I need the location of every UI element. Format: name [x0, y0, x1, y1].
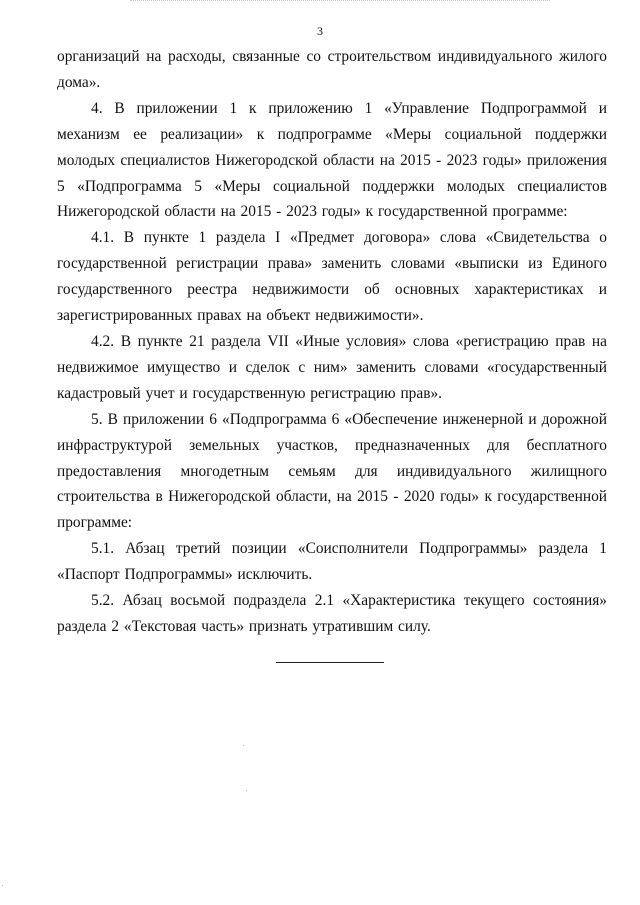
paragraph-item-4-2: 4.2. В пункте 21 раздела VII «Иные условия» слова «регистрацию прав на недвижимое имущество и сделок с ним» заменить словами «государственный кадастровый учет и государственную регистрацию прав».: [57, 332, 607, 402]
paragraph-continuation: организаций на расходы, связанные со строительством индивидуального жилого дома».: [57, 48, 607, 91]
closing-separator-line: [276, 662, 384, 663]
paragraph-item-5-1: 5.1. Абзац третий позиции «Соисполнители Подпрограммы» раздела 1 «Паспорт Подпрограммы» исключить.: [57, 540, 607, 584]
paragraph-item-5: 5. В приложении 6 «Подпрограмма 6 «Обеспечение инженерной и дорожной инфраструктурой земельных участков, предназначенных для бесплатного предоставления многодетным семьям для индивидуального жилищного строительства в Нижегородской области, на 2015 - 2020 годы» к государственной программе:: [57, 410, 607, 532]
scan-speck: [243, 745, 244, 746]
paragraph-item-5-2: 5.2. Абзац восьмой подраздела 2.1 «Характеристика текущего состояния» раздела 2 «Текстовая часть» признать утратившим силу.: [57, 592, 607, 635]
document-body: [57, 44, 607, 640]
scan-speck: [2, 885, 3, 886]
paragraph-item-4: 4. В приложении 1 к приложению 1 «Управление Подпрограммой и механизм ее реализации» к подпрограмме «Меры социальной поддержки молодых специалистов Нижегородской области на 2015 - 2023 годы» приложения 5 «Подпрограмма 5 «Меры социальной поддержки молодых специалистов Нижегородской области на 2015 - 2023 годы» к государственной программе:: [57, 99, 607, 221]
scan-speck: [246, 790, 247, 791]
paragraph-item-4-1: 4.1. В пункте 1 раздела I «Предмет договора» слова «Свидетельства о государственной регистрации права» заменить словами «выписки из Единого государственного реестра недвижимости об основных характеристиках и зарегистрированных правах на объект недвижимости».: [57, 229, 607, 325]
scan-top-edge: [130, 0, 550, 2]
page-number: 3: [317, 24, 323, 38]
